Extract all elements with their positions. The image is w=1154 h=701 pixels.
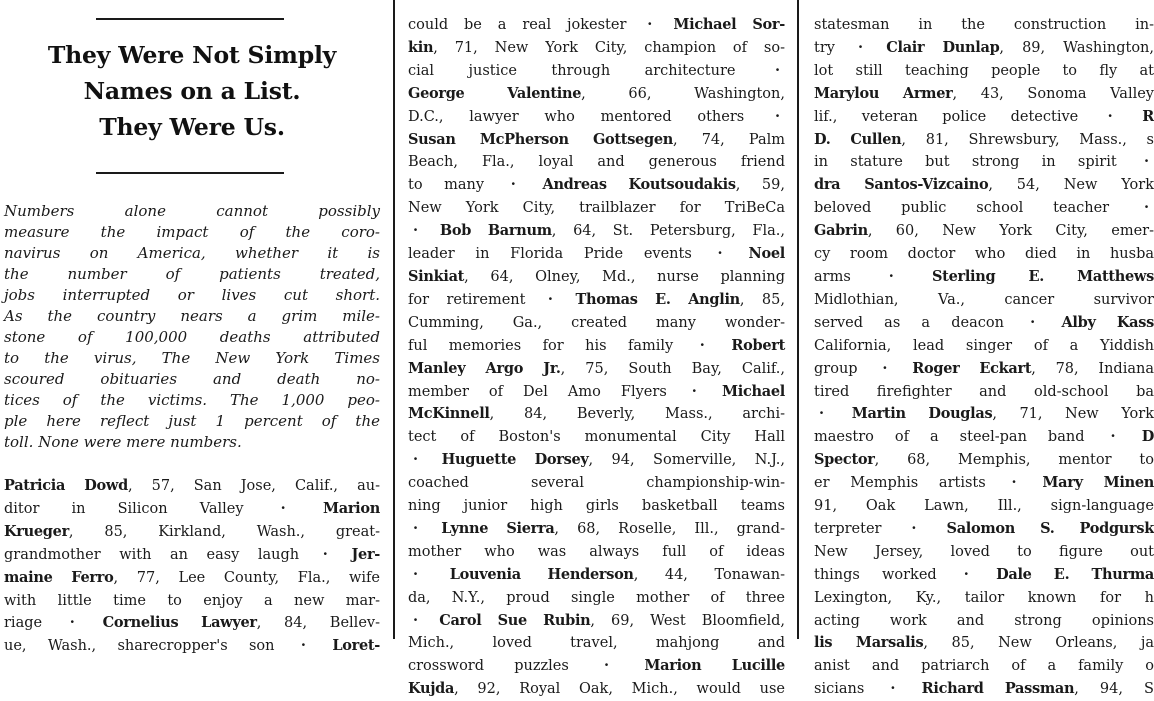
victim-description: New Jersey, loved to figure out [814, 544, 1154, 560]
victim-description: er Memphis artists [814, 475, 1006, 491]
middle-column [408, 0, 788, 639]
victim-description: , 94, S [1074, 681, 1154, 697]
headline-line: They Were Us. [0, 109, 384, 145]
victim-description: with little time to enjoy a new mar- [4, 593, 380, 609]
victim-description: ue, Wash., sharecropper's son [4, 638, 296, 654]
bullet-separator: · [819, 403, 824, 426]
list-line [814, 174, 1154, 197]
list-line [408, 220, 785, 243]
victim-description: , 71, New York City, champion of so- [433, 40, 785, 56]
victim-description: , 64, Olney, Md., nurse planning [464, 269, 785, 285]
bullet-separator: · [911, 518, 916, 541]
intro-line: ple here reflect just 1 percent of the [4, 411, 380, 432]
bullet-separator: · [890, 678, 895, 701]
victim-description: D.C., lawyer who mentored others [408, 109, 770, 125]
victim-name: Patricia Dowd [4, 477, 128, 494]
victim-name: George Valentine [408, 85, 581, 102]
list-line [408, 632, 785, 655]
victim-description: , 68, Memphis, mentor to [875, 452, 1154, 468]
victim-description: try [814, 40, 853, 56]
victim-name: Marion [291, 500, 380, 517]
victim-description: , 84, Bellev- [257, 615, 380, 631]
victim-name: Spector [814, 451, 875, 468]
list-line [814, 541, 1154, 564]
victim-name: Marylou Armer [814, 85, 953, 102]
victim-name: Michael [702, 383, 785, 400]
headline-top-rule [96, 18, 284, 20]
list-line [408, 151, 785, 174]
victim-description: Beach, Fla., loyal and generous friend [408, 154, 785, 170]
list-line [4, 498, 380, 521]
list-line [408, 381, 785, 404]
victim-name: Michael Sor- [657, 16, 785, 33]
intro-line: measure the impact of the coro- [4, 222, 380, 243]
victim-name: D [1121, 428, 1154, 445]
bullet-separator: · [1030, 312, 1035, 335]
victim-description: , 94, Somerville, N.J., [589, 452, 786, 468]
list-line [814, 60, 1154, 83]
bullet-separator: · [323, 544, 328, 567]
victim-description: California, lead singer of a Yiddish [814, 338, 1154, 354]
victim-name: McKinnell [408, 405, 490, 422]
victim-description: , 75, South Bay, Calif., [561, 361, 785, 377]
victim-description: , 64, St. Petersburg, Fla., [552, 223, 785, 239]
list-line [814, 129, 1154, 152]
bullet-separator: · [1111, 426, 1116, 449]
victim-description: lot still teaching people to fly at [814, 63, 1154, 79]
list-line [408, 197, 785, 220]
victim-name: Martin Douglas [829, 405, 992, 422]
victim-name: Manley Argo Jr. [408, 360, 561, 377]
bullet-separator: · [692, 381, 697, 404]
list-line [408, 83, 785, 106]
victim-description: , 69, West Bloomfield, [590, 613, 785, 629]
column-divider [797, 0, 799, 639]
left-column [0, 0, 384, 639]
list-line [408, 426, 785, 449]
victim-description: , 84, Beverly, Mass., archi- [490, 406, 785, 422]
bullet-separator: · [511, 174, 516, 197]
list-line [814, 266, 1154, 289]
victim-description: acting work and strong opinions [814, 613, 1154, 629]
intro-line: to the virus, The New York Times [4, 348, 380, 369]
intro-line: navirus on America, whether it is [4, 243, 380, 264]
victim-name: R [1118, 108, 1154, 125]
list-line [814, 678, 1154, 701]
victim-description: maestro of a steel-pan band [814, 429, 1106, 445]
victim-name: Mary Minen [1022, 474, 1154, 491]
list-line [4, 567, 380, 590]
list-line [814, 403, 1154, 426]
obituary-list-col2 [408, 14, 785, 701]
victim-name: kin [408, 39, 433, 56]
intro-line: Numbers alone cannot possibly [4, 201, 380, 222]
victim-description: , 77, Lee County, Fla., wife [113, 570, 380, 586]
list-line [408, 14, 785, 37]
victim-description: , 89, Washington, [999, 40, 1154, 56]
victim-description: member of Del Amo Flyers [408, 384, 687, 400]
victim-description: , 57, San Jose, Calif., au- [128, 478, 380, 494]
list-line [814, 610, 1154, 633]
victim-name: Loret- [311, 637, 380, 654]
list-line [814, 14, 1154, 37]
victim-name: Krueger [4, 523, 69, 540]
list-line [408, 106, 785, 129]
victim-description: in stature but strong in spirit [814, 154, 1139, 170]
list-line [408, 449, 785, 472]
victim-name: Alby Kass [1040, 314, 1154, 331]
victim-description: cial justice through architecture [408, 63, 770, 79]
bullet-separator: · [858, 37, 863, 60]
list-line [4, 521, 380, 544]
list-line [408, 129, 785, 152]
victim-name: Dale E. Thurma [974, 566, 1154, 583]
list-line [408, 495, 785, 518]
intro-paragraph [4, 201, 380, 453]
victim-name: Lynne Sierra [423, 520, 554, 537]
victim-description: coached several championship-win- [408, 475, 785, 491]
list-line [814, 151, 1154, 174]
bullet-separator: · [70, 612, 75, 635]
list-line [408, 174, 785, 197]
victim-description: , 78, Indiana [1031, 361, 1154, 377]
list-line [408, 587, 785, 610]
list-line [814, 495, 1154, 518]
victim-description: , 68, Roselle, Ill., grand- [554, 521, 785, 537]
victim-description: could be a real jokester [408, 17, 642, 33]
victim-name: Robert [710, 337, 785, 354]
list-line [408, 60, 785, 83]
list-line [408, 312, 785, 335]
victim-description: , 92, Royal Oak, Mich., would use [454, 681, 785, 697]
intro-line: the number of patients treated, [4, 264, 380, 285]
bullet-separator: · [1011, 472, 1016, 495]
list-line [814, 381, 1154, 404]
victim-description: lif., veteran police detective [814, 109, 1103, 125]
victim-description: group [814, 361, 877, 377]
victim-description: , 60, New York City, emer- [868, 223, 1154, 239]
intro-line: jobs interrupted or lives cut short. [4, 285, 380, 306]
list-line [408, 610, 785, 633]
victim-description: , 74, Palm [673, 132, 785, 148]
list-line [408, 678, 785, 701]
list-line [814, 564, 1154, 587]
list-line [4, 635, 380, 658]
victim-description: tect of Boston's monumental City Hall [408, 429, 785, 445]
bullet-separator: · [700, 335, 705, 358]
victim-description: anist and patriarch of a family o [814, 658, 1154, 674]
headline-bottom-rule [96, 172, 284, 174]
victim-description: , 71, New York [992, 406, 1154, 422]
victim-description: riage [4, 615, 65, 631]
list-line [408, 335, 785, 358]
bullet-separator: · [647, 14, 652, 37]
bullet-separator: · [548, 289, 553, 312]
list-line [408, 266, 785, 289]
victim-name: Louvenia Henderson [423, 566, 634, 583]
bullet-separator: · [718, 243, 723, 266]
obituary-list-col1 [4, 475, 380, 658]
obituary-list-col3 [814, 14, 1154, 701]
right-column [814, 0, 1154, 639]
headline-line: Names on a List. [0, 73, 384, 109]
victim-name: D. Cullen [814, 131, 901, 148]
list-line [408, 289, 785, 312]
list-line [814, 449, 1154, 472]
list-line [4, 612, 380, 635]
victim-description: 91, Oak Lawn, Ill., sign-language [814, 498, 1154, 514]
bullet-separator: · [775, 60, 780, 83]
victim-description: tired firefighter and old-school ba [814, 384, 1154, 400]
victim-name: dra Santos-Vizcaino [814, 176, 988, 193]
bullet-separator: · [775, 106, 780, 129]
list-line [4, 590, 380, 613]
list-line [814, 426, 1154, 449]
victim-name: Susan McPherson Gottsegen [408, 131, 673, 148]
victim-description: ditor in Silicon Valley [4, 501, 276, 517]
victim-description: Midlothian, Va., cancer survivor [814, 292, 1154, 308]
list-line [408, 37, 785, 60]
victim-description: grandmother with an easy laugh [4, 547, 318, 563]
list-line [814, 312, 1154, 335]
list-line [814, 587, 1154, 610]
victim-description: , 54, New York [988, 177, 1154, 193]
bullet-separator: · [413, 564, 418, 587]
bullet-separator: · [964, 564, 969, 587]
victim-description: , 85, Kirkland, Wash., great- [69, 524, 380, 540]
bullet-separator: · [281, 498, 286, 521]
victim-description: Cumming, Ga., created many wonder- [408, 315, 785, 331]
victim-name: Noel [728, 245, 785, 262]
victim-name: lis Marsalis [814, 634, 923, 651]
victim-description: Lexington, Ky., tailor known for h [814, 590, 1154, 606]
victim-description: Mich., loved travel, mahjong and [408, 635, 785, 651]
list-line [408, 243, 785, 266]
victim-description: mother who was always full of ideas [408, 544, 785, 560]
victim-description: cy room doctor who died in husba [814, 246, 1154, 262]
list-line [814, 335, 1154, 358]
victim-description: , 81, Shrewsbury, Mass., s [901, 132, 1154, 148]
list-line [814, 83, 1154, 106]
list-line [4, 544, 380, 567]
victim-description: New York City, trailblazer for TriBeCa [408, 200, 785, 216]
victim-name: Clair Dunlap [868, 39, 999, 56]
victim-description: , 85, [740, 292, 785, 308]
column-divider [393, 0, 395, 639]
list-line [814, 472, 1154, 495]
victim-description: , 43, Sonoma Valley [953, 86, 1154, 102]
bullet-separator: · [301, 635, 306, 658]
bullet-separator: · [413, 449, 418, 472]
bullet-separator: · [604, 655, 609, 678]
victim-description: terpreter [814, 521, 906, 537]
headline [0, 37, 384, 145]
victim-name: maine Ferro [4, 569, 113, 586]
intro-line: tices of the victims. The 1,000 peo- [4, 390, 380, 411]
list-line [814, 632, 1154, 655]
list-line [408, 403, 785, 426]
victim-name: Marion Lucille [614, 657, 785, 674]
victim-name: Bob Barnum [423, 222, 552, 239]
list-line [814, 220, 1154, 243]
victim-description: ful memories for his family [408, 338, 695, 354]
bullet-separator: · [413, 518, 418, 541]
victim-description: , 85, New Orleans, ja [923, 635, 1154, 651]
victim-name: Richard Passman [900, 680, 1074, 697]
list-line [814, 358, 1154, 381]
bullet-separator: · [1144, 197, 1149, 220]
victim-description: , 66, Washington, [581, 86, 785, 102]
list-line [814, 655, 1154, 678]
list-line [814, 197, 1154, 220]
list-line [408, 518, 785, 541]
bullet-separator: · [413, 220, 418, 243]
victim-description: beloved public school teacher [814, 200, 1139, 216]
victim-description: for retirement [408, 292, 543, 308]
bullet-separator: · [889, 266, 894, 289]
victim-name: Andreas Koutsoudakis [521, 176, 736, 193]
list-line [408, 358, 785, 381]
list-line [814, 243, 1154, 266]
victim-name: Cornelius Lawyer [80, 614, 257, 631]
victim-description: , 59, [736, 177, 785, 193]
victim-description: da, N.Y., proud single mother of three [408, 590, 785, 606]
victim-description: crossword puzzles [408, 658, 599, 674]
victim-name: Roger Eckart [892, 360, 1031, 377]
bullet-separator: · [413, 610, 418, 633]
intro-line: toll. None were mere numbers. [4, 432, 380, 453]
bullet-separator: · [1108, 106, 1113, 129]
victim-description: , 44, Tonawan- [634, 567, 785, 583]
list-line [4, 475, 380, 498]
list-line [814, 289, 1154, 312]
list-line [408, 564, 785, 587]
victim-description: served as a deacon [814, 315, 1025, 331]
victim-name: Thomas E. Anglin [558, 291, 740, 308]
victim-name: Huguette Dorsey [423, 451, 588, 468]
victim-description: statesman in the construction in- [814, 17, 1154, 33]
list-line [814, 37, 1154, 60]
list-line [408, 655, 785, 678]
victim-description: things worked [814, 567, 959, 583]
victim-name: Sterling E. Matthews [899, 268, 1154, 285]
victim-name: Gabrin [814, 222, 868, 239]
victim-name: Kujda [408, 680, 454, 697]
victim-description: arms [814, 269, 884, 285]
intro-line: scoured obituaries and death no- [4, 369, 380, 390]
bullet-separator: · [1144, 151, 1149, 174]
victim-description: to many [408, 177, 506, 193]
bullet-separator: · [882, 358, 887, 381]
list-line [408, 541, 785, 564]
intro-line: stone of 100,000 deaths attributed [4, 327, 380, 348]
list-line [814, 106, 1154, 129]
victim-name: Sinkiat [408, 268, 464, 285]
victim-description: leader in Florida Pride events [408, 246, 713, 262]
headline-line: They Were Not Simply [0, 37, 384, 73]
victim-description: sicians [814, 681, 885, 697]
victim-name: Carol Sue Rubin [423, 612, 590, 629]
list-line [408, 472, 785, 495]
victim-name: Salomon S. Podgursk [921, 520, 1154, 537]
victim-description: ning junior high girls basketball teams [408, 498, 785, 514]
victim-name: Jer- [333, 546, 380, 563]
list-line [814, 518, 1154, 541]
intro-line: As the country nears a grim mile- [4, 306, 380, 327]
